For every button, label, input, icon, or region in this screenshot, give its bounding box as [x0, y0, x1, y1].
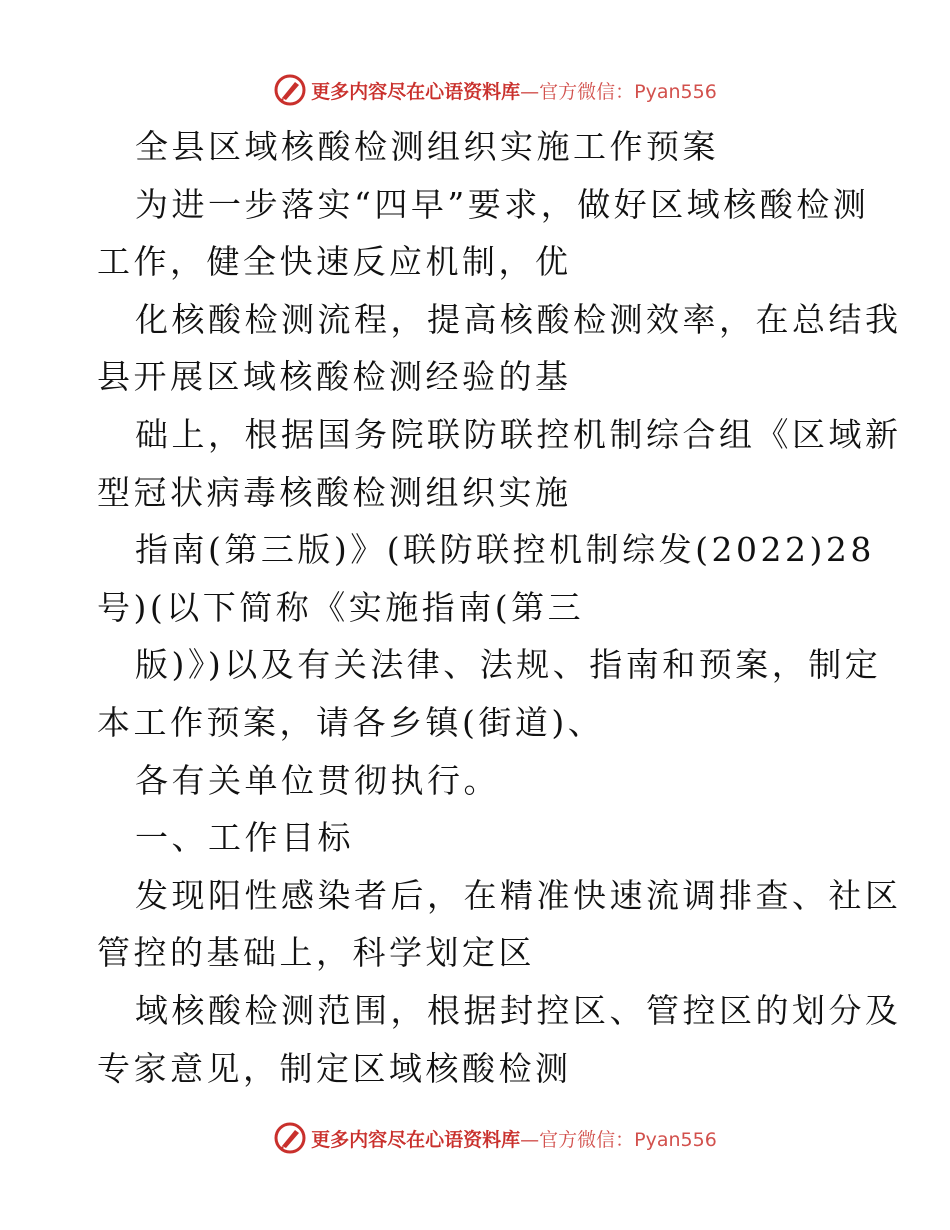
pen-logo-icon	[273, 73, 307, 107]
text-line: 为进一步落实“四早”要求，做好区域核酸检测	[135, 184, 870, 224]
document-body	[97, 118, 902, 1097]
watermark-text	[311, 1125, 717, 1152]
watermark-header	[0, 70, 950, 110]
text-line: 指南(第三版)》(联防联控机制综发(2022)28	[135, 530, 875, 570]
text-line: 管控的基础上，科学划定区	[97, 933, 535, 973]
watermark-contact-text: 官方微信：Pyan556	[539, 1128, 717, 1151]
text-line: 域核酸检测范围，根据封控区、管控区的划分及	[135, 990, 902, 1030]
watermark-contact-text: 官方微信：Pyan556	[539, 80, 717, 103]
text-line: 型冠状病毒核酸检测组织实施	[97, 472, 572, 512]
text-line: 各有关单位贯彻执行。	[135, 760, 500, 800]
text-line: 专家意见，制定区域核酸检测	[97, 1048, 572, 1088]
text-line: 号)(以下简称《实施指南(第三	[97, 587, 585, 627]
watermark-footer	[0, 1118, 950, 1158]
section-heading: 一、工作目标	[135, 818, 354, 858]
text-line: 版)》)以及有关法律、法规、指南和预案，制定	[135, 645, 882, 685]
text-line: 工作，健全快速反应机制，优	[97, 242, 572, 282]
document-title: 全县区域核酸检测组织实施工作预案	[135, 127, 719, 166]
text-line: 化核酸检测流程，提高核酸检测效率，在总结我	[135, 299, 902, 339]
watermark-separator: —	[520, 80, 540, 103]
text-line: 县开展区域核酸检测经验的基	[97, 357, 572, 397]
watermark-main-text: 更多内容尽在心语资料库	[311, 1128, 521, 1151]
pen-logo-icon	[273, 1121, 307, 1155]
text-line: 本工作预案，请各乡镇(街道)、	[97, 702, 605, 742]
watermark-separator: —	[520, 1128, 540, 1151]
text-line: 发现阳性感染者后，在精准快速流调排查、社区	[135, 875, 902, 915]
text-line: 础上，根据国务院联防联控机制综合组《区域新	[135, 414, 902, 454]
watermark-main-text: 更多内容尽在心语资料库	[311, 80, 521, 103]
watermark-text	[311, 77, 717, 104]
